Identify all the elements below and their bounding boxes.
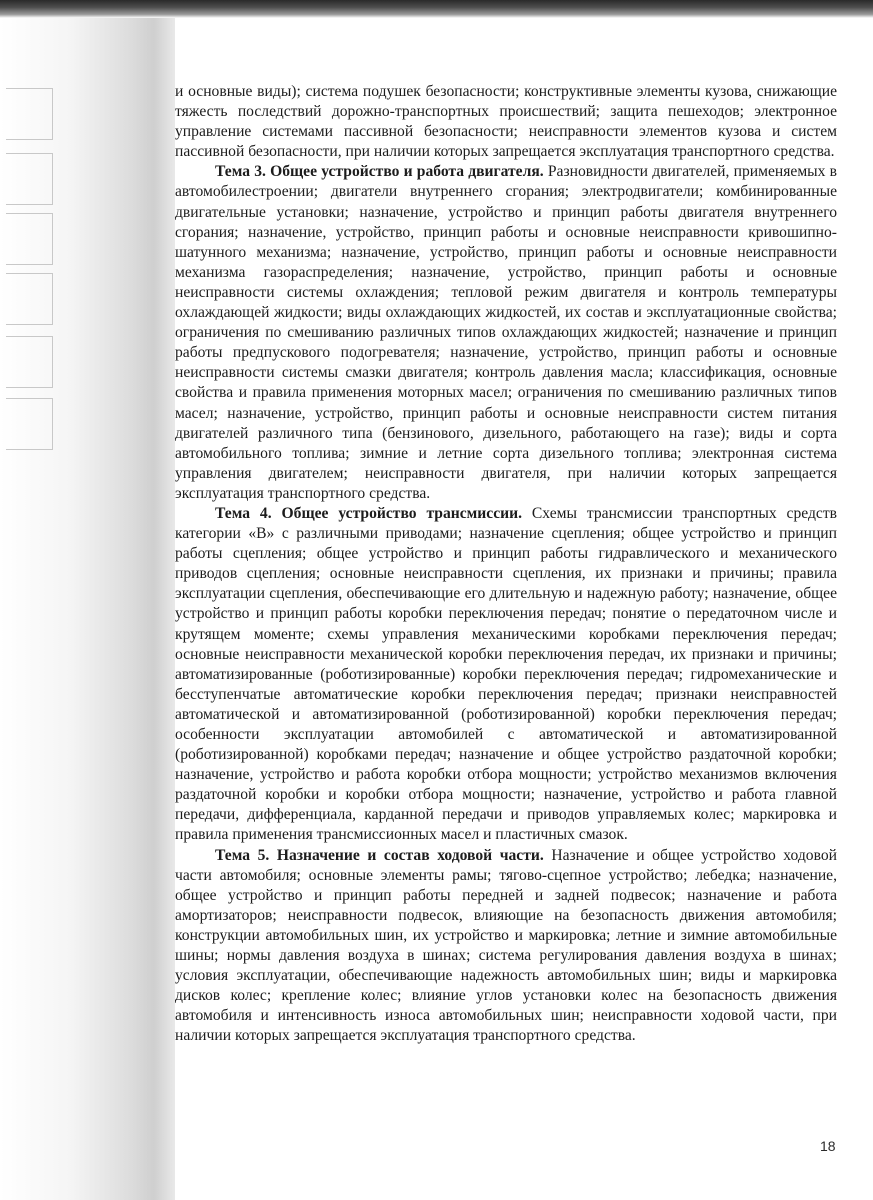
- facing-page-table-cell: [6, 88, 53, 140]
- topic-title-5: Тема 5. Назначение и состав ходовой части.: [215, 846, 544, 864]
- page-number: 18: [820, 1138, 836, 1154]
- facing-page-table-cell: [6, 153, 53, 205]
- topic-paragraph-5: [175, 846, 837, 1047]
- topic-title-4: Тема 4. Общее устройство трансмиссии.: [215, 504, 523, 522]
- topic-title-3: Тема 3. Общее устройство и работа двигателя.: [215, 163, 544, 181]
- facing-page-table-cell: [6, 213, 53, 265]
- topic-paragraph-4: [175, 504, 837, 846]
- facing-page-table-cell: [6, 336, 53, 388]
- scan-top-shadow: [0, 0, 873, 18]
- facing-page-table-cell: [6, 273, 53, 325]
- topic-text-5: Назначение и общее устройство ходовой части автомобиля; основные элементы рамы; тягово-сцепное устройство; лебедка; назначение, общее устройство и принцип работы передней и задней подвесок; назначение и работа амортизаторов; неисправности подвесок, влияющие на безопасность движения автомобиля; конструкции автомобильных шин, их устройство и маркировка; летние и зимние автомобильные шины; нормы давления воздуха в шинах; система регулирования давления воздуха в шинах; условия эксплуатации, обеспечивающие надежность автомобильных шин; виды и маркировка дисков колес; крепление колес; влияние углов установки колес на безопасность движения автомобиля и интенсивность износа автомобильных шин; неисправности ходовой части, при наличии которых запрещается эксплуатация транспортного средства.: [175, 846, 837, 1045]
- facing-page-table-cell: [6, 398, 53, 450]
- topic-text-4: Схемы трансмиссии транспортных средств категории «B» с различными приводами; назначение сцепления; общее устройство и принцип работы сцепления; общее устройство и принцип работы гидравлического и механического приводов сцепления; основные неисправности сцепления, их признаки и причины; правила эксплуатации сцепления, обеспечивающие его длительную и надежную работу; назначение, общее устройство и принцип работы коробки переключения передач; понятие о передаточном числе и крутящем моменте; схемы управления механическими коробками переключения передач; основные неисправности механической коробки переключения передач, их признаки и причины; автоматизированные (роботизированные) коробки переключения передач; гидромеханические и бесступенчатые автоматические коробки переключения передач; признаки неисправностей автоматической и автоматизированной (роботизированной) коробки переключения передач; особенности эксплуатации автомобилей с автоматической и автоматизированной (роботизированной) коробками передач; назначение и общее устройство раздаточной коробки; назначение, устройство и работа коробки отбора мощности; устройство механизмов включения раздаточной коробки и коробки отбора мощности; назначение, устройство и работа главной передачи, дифференциала, карданной передачи и приводов управляемых колес; маркировка и правила применения трансмиссионных масел и пластичных смазок.: [175, 504, 838, 844]
- topic-text-3: Разновидности двигателей, применяемых в автомобилестроении; двигатели внутреннего сгорания; электродвигатели; комбинированные двигательные установки; назначение, устройство и принцип работы двигателя внутреннего сгорания; назначение, устройство, принцип работы и основные неисправности кривошипно-шатунного механизма; назначение, устройство, принцип работы и основные неисправности механизма газораспределения; назначение, устройство, принцип работы и основные неисправности системы охлаждения; тепловой режим двигателя и контроль температуры охлаждающей жидкости; виды охлаждающих жидкостей, их состав и эксплуатационные свойства; ограничения по смешиванию различных типов охлаждающих жидкостей; назначение и принцип работы предпускового подогревателя; назначение, устройство, принцип работы и основные неисправности системы смазки двигателя; контроль давления масла; классификация, основные свойства и правила применения моторных масел; ограничения по смешиванию различных типов масел; назначение, устройство, принцип работы и основные неисправности систем питания двигателей различного типа (бензинового, дизельного, работающего на газе); виды и сорта автомобильного топлива; зимние и летние сорта дизельного топлива; электронная система управления двигателем; неисправности двигателя, при наличии которых запрещается эксплуатация транспортного средства.: [175, 163, 838, 502]
- intro-paragraph: и основные виды); система подушек безопасности; конструктивные элементы кузова, снижающие тяжесть последствий дорожно-транспортных происшествий; защита пешеходов; электронное управление системами пассивной безопасности; неисправности элементов кузова и систем пассивной безопасности, при наличии которых запрещается эксплуатация транспортного средства.: [175, 83, 837, 161]
- document-page-body: [175, 82, 837, 1047]
- book-gutter-shadow: [0, 18, 175, 1200]
- topic-paragraph-3: [175, 162, 837, 504]
